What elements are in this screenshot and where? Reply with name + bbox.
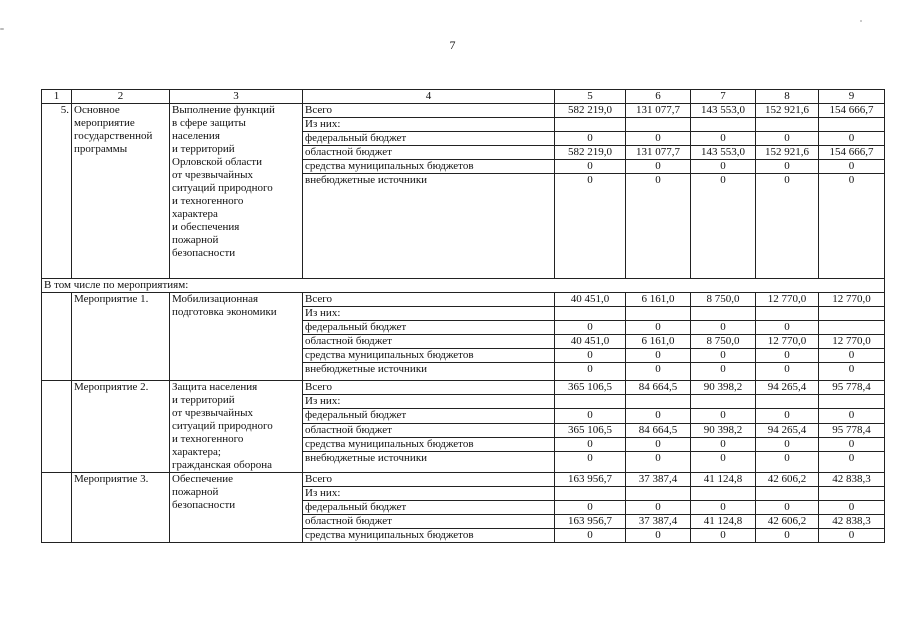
- amount-cell: 0: [691, 132, 756, 146]
- amount-cell: 0: [691, 501, 756, 515]
- amount-cell: [756, 118, 819, 132]
- description-line: безопасности: [172, 247, 236, 259]
- funding-source-label: средства муниципальных бюджетов: [303, 349, 555, 363]
- amount-cell: 90 398,2: [691, 423, 756, 437]
- amount-cell: 0: [819, 529, 885, 543]
- budget-table: [41, 89, 885, 543]
- funding-source-label: федеральный бюджет: [303, 409, 555, 423]
- amount-cell: 154 666,7: [819, 104, 885, 118]
- amount-cell: [555, 307, 626, 321]
- amount-cell: 95 778,4: [819, 423, 885, 437]
- amount-cell: 8 750,0: [691, 335, 756, 349]
- amount-cell: [819, 118, 885, 132]
- event-description: [170, 381, 303, 473]
- amount-cell: [555, 395, 626, 409]
- amount-cell: 42 838,3: [819, 473, 885, 487]
- amount-cell: 365 106,5: [555, 423, 626, 437]
- amount-cell: 154 666,7: [819, 146, 885, 160]
- amount-cell: [819, 395, 885, 409]
- column-header: 2: [72, 90, 170, 104]
- column-number-row: [42, 90, 885, 104]
- funding-source-label: Всего: [303, 381, 555, 395]
- funding-source-label: Из них:: [303, 395, 555, 409]
- amount-cell: [626, 395, 691, 409]
- amount-cell: 0: [626, 452, 691, 473]
- event-description: [170, 104, 303, 279]
- description-line: подготовка экономики: [172, 306, 277, 318]
- table-row: [42, 473, 885, 487]
- amount-cell: 0: [555, 501, 626, 515]
- amount-cell: 6 161,0: [626, 293, 691, 307]
- amount-cell: 0: [819, 363, 885, 381]
- funding-source-label: средства муниципальных бюджетов: [303, 160, 555, 174]
- description-line: от чрезвычайных: [172, 169, 253, 181]
- amount-cell: 0: [555, 174, 626, 279]
- funding-source-label: областной бюджет: [303, 335, 555, 349]
- amount-cell: 12 770,0: [756, 293, 819, 307]
- description-line: Мобилизационная: [172, 293, 259, 305]
- description-line: и техногенного: [172, 195, 244, 207]
- column-header: 7: [691, 90, 756, 104]
- amount-cell: 0: [626, 529, 691, 543]
- column-header: 9: [819, 90, 885, 104]
- amount-cell: 0: [819, 501, 885, 515]
- funding-source-label: Всего: [303, 473, 555, 487]
- amount-cell: 0: [626, 349, 691, 363]
- amount-cell: 0: [555, 529, 626, 543]
- description-line: населения: [172, 130, 220, 142]
- description-line: в сфере защиты: [172, 117, 246, 129]
- table-row: [42, 293, 885, 307]
- scan-speck: [0, 28, 4, 30]
- amount-cell: 143 553,0: [691, 104, 756, 118]
- funding-source-label: федеральный бюджет: [303, 132, 555, 146]
- amount-cell: 0: [626, 437, 691, 451]
- funding-source-label: Из них:: [303, 118, 555, 132]
- amount-cell: [819, 307, 885, 321]
- funding-source-label: областной бюджет: [303, 515, 555, 529]
- amount-cell: 94 265,4: [756, 423, 819, 437]
- funding-source-label: внебюджетные источники: [303, 174, 555, 279]
- amount-cell: 40 451,0: [555, 335, 626, 349]
- event-number: [42, 381, 72, 473]
- event-description: [170, 293, 303, 381]
- amount-cell: 42 606,2: [756, 473, 819, 487]
- amount-cell: 90 398,2: [691, 381, 756, 395]
- amount-cell: 0: [819, 437, 885, 451]
- event-name: [72, 104, 170, 279]
- event-name: Мероприятие 3.: [72, 473, 170, 543]
- amount-cell: 0: [691, 529, 756, 543]
- amount-cell: 12 770,0: [819, 335, 885, 349]
- description-line: характера;: [172, 446, 221, 458]
- description-line: и обеспечения: [172, 221, 240, 233]
- amount-cell: [626, 307, 691, 321]
- amount-cell: 582 219,0: [555, 146, 626, 160]
- amount-cell: 37 387,4: [626, 473, 691, 487]
- amount-cell: [691, 395, 756, 409]
- column-header: 4: [303, 90, 555, 104]
- amount-cell: 0: [756, 174, 819, 279]
- amount-cell: 12 770,0: [756, 335, 819, 349]
- description-line: пожарной: [172, 234, 219, 246]
- funding-source-label: средства муниципальных бюджетов: [303, 437, 555, 451]
- amount-cell: 0: [555, 409, 626, 423]
- amount-cell: 0: [555, 160, 626, 174]
- column-header: 6: [626, 90, 691, 104]
- amount-cell: 0: [691, 160, 756, 174]
- amount-cell: 131 077,7: [626, 104, 691, 118]
- amount-cell: 0: [691, 321, 756, 335]
- amount-cell: 0: [691, 363, 756, 381]
- event-name: Мероприятие 1.: [72, 293, 170, 381]
- column-header: 8: [756, 90, 819, 104]
- amount-cell: 152 921,6: [756, 146, 819, 160]
- amount-cell: 95 778,4: [819, 381, 885, 395]
- amount-cell: 0: [555, 321, 626, 335]
- amount-cell: 0: [626, 501, 691, 515]
- funding-source-label: федеральный бюджет: [303, 501, 555, 515]
- amount-cell: 0: [756, 501, 819, 515]
- amount-cell: 42 838,3: [819, 515, 885, 529]
- table-row: [42, 381, 885, 395]
- description-line: характера: [172, 208, 218, 220]
- amount-cell: 0: [756, 321, 819, 335]
- amount-cell: 131 077,7: [626, 146, 691, 160]
- description-line: пожарной: [172, 486, 219, 498]
- amount-cell: [555, 118, 626, 132]
- amount-cell: 41 124,8: [691, 473, 756, 487]
- amount-cell: [756, 395, 819, 409]
- amount-cell: 0: [756, 452, 819, 473]
- amount-cell: [819, 321, 885, 335]
- amount-cell: 0: [819, 452, 885, 473]
- amount-cell: 84 664,5: [626, 381, 691, 395]
- amount-cell: 0: [756, 409, 819, 423]
- amount-cell: 0: [626, 132, 691, 146]
- amount-cell: 152 921,6: [756, 104, 819, 118]
- amount-cell: 163 956,7: [555, 473, 626, 487]
- amount-cell: 0: [555, 132, 626, 146]
- event-description: [170, 473, 303, 543]
- description-line: и территорий: [172, 394, 235, 406]
- amount-cell: [691, 118, 756, 132]
- amount-cell: [691, 487, 756, 501]
- amount-cell: 0: [555, 437, 626, 451]
- funding-source-label: федеральный бюджет: [303, 321, 555, 335]
- amount-cell: 0: [555, 363, 626, 381]
- funding-source-label: Из них:: [303, 307, 555, 321]
- amount-cell: 0: [626, 321, 691, 335]
- table-row: [42, 104, 885, 118]
- amount-cell: 0: [626, 174, 691, 279]
- amount-cell: 0: [756, 349, 819, 363]
- amount-cell: 0: [691, 349, 756, 363]
- amount-cell: 365 106,5: [555, 381, 626, 395]
- funding-source-label: Всего: [303, 104, 555, 118]
- event-number: [42, 473, 72, 543]
- funding-source-label: областной бюджет: [303, 423, 555, 437]
- amount-cell: 0: [626, 409, 691, 423]
- amount-cell: 0: [756, 363, 819, 381]
- amount-cell: 41 124,8: [691, 515, 756, 529]
- amount-cell: 0: [691, 437, 756, 451]
- section-title: В том числе по мероприятиям:: [42, 279, 885, 293]
- amount-cell: [691, 307, 756, 321]
- amount-cell: 0: [626, 160, 691, 174]
- event-name-line: мероприятие: [74, 117, 135, 129]
- event-number: 5.: [42, 104, 72, 279]
- description-line: и территорий: [172, 143, 235, 155]
- amount-cell: 0: [691, 409, 756, 423]
- amount-cell: 6 161,0: [626, 335, 691, 349]
- amount-cell: 0: [819, 174, 885, 279]
- event-name-line: Основное: [74, 104, 120, 116]
- event-name-line: программы: [74, 143, 128, 155]
- description-line: ситуаций природного: [172, 420, 273, 432]
- amount-cell: 0: [819, 349, 885, 363]
- amount-cell: 0: [756, 132, 819, 146]
- budget-table-body: [42, 90, 885, 543]
- funding-source-label: внебюджетные источники: [303, 452, 555, 473]
- amount-cell: [756, 307, 819, 321]
- scan-speck: [860, 20, 862, 22]
- amount-cell: 0: [756, 529, 819, 543]
- funding-source-label: областной бюджет: [303, 146, 555, 160]
- description-line: Выполнение функций: [172, 104, 275, 116]
- amount-cell: 40 451,0: [555, 293, 626, 307]
- funding-source-label: внебюджетные источники: [303, 363, 555, 381]
- funding-source-label: Из них:: [303, 487, 555, 501]
- amount-cell: [626, 118, 691, 132]
- description-line: гражданская оборона: [172, 459, 272, 471]
- amount-cell: 0: [555, 452, 626, 473]
- amount-cell: 0: [819, 132, 885, 146]
- amount-cell: [555, 487, 626, 501]
- amount-cell: 12 770,0: [819, 293, 885, 307]
- amount-cell: 0: [819, 409, 885, 423]
- description-line: безопасности: [172, 499, 236, 511]
- description-line: Защита населения: [172, 381, 258, 393]
- amount-cell: 143 553,0: [691, 146, 756, 160]
- description-line: ситуаций природного: [172, 182, 273, 194]
- amount-cell: [819, 487, 885, 501]
- amount-cell: 0: [691, 174, 756, 279]
- event-name-line: государственной: [74, 130, 153, 142]
- column-header: 3: [170, 90, 303, 104]
- amount-cell: 42 606,2: [756, 515, 819, 529]
- event-name: Мероприятие 2.: [72, 381, 170, 473]
- amount-cell: 37 387,4: [626, 515, 691, 529]
- description-line: от чрезвычайных: [172, 407, 253, 419]
- funding-source-label: средства муниципальных бюджетов: [303, 529, 555, 543]
- description-line: Обеспечение: [172, 473, 233, 485]
- amount-cell: 163 956,7: [555, 515, 626, 529]
- amount-cell: 0: [756, 437, 819, 451]
- column-header: 5: [555, 90, 626, 104]
- event-number: [42, 293, 72, 381]
- column-header: 1: [42, 90, 72, 104]
- page-number: 7: [449, 38, 456, 52]
- amount-cell: [626, 487, 691, 501]
- description-line: Орловской области: [172, 156, 262, 168]
- amount-cell: 0: [819, 160, 885, 174]
- description-line: и техногенного: [172, 433, 244, 445]
- amount-cell: 84 664,5: [626, 423, 691, 437]
- amount-cell: 0: [756, 160, 819, 174]
- amount-cell: 0: [626, 363, 691, 381]
- amount-cell: 0: [555, 349, 626, 363]
- amount-cell: 8 750,0: [691, 293, 756, 307]
- funding-source-label: Всего: [303, 293, 555, 307]
- amount-cell: 0: [691, 452, 756, 473]
- amount-cell: 582 219,0: [555, 104, 626, 118]
- amount-cell: 94 265,4: [756, 381, 819, 395]
- section-row: [42, 279, 885, 293]
- amount-cell: [756, 487, 819, 501]
